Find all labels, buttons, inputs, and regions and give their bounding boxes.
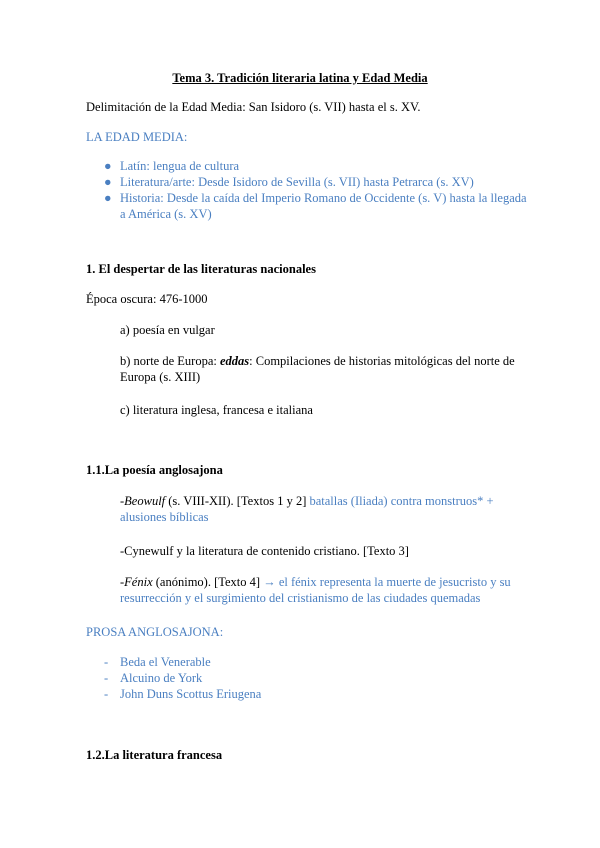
section1-heading: 1. El despertar de las literaturas nacionales — [86, 262, 316, 276]
edad-media-item: ● Latín: lengua de cultura — [104, 159, 240, 173]
beowulf-entry: -Beowulf (s. VIII-XII). [Textos 1 y 2] batallas (Iliada) contra monstruos* + alusiones bíblicas — [120, 494, 494, 524]
bullet-icon: ● — [104, 159, 112, 173]
edad-media-heading: LA EDAD MEDIA: — [86, 130, 188, 144]
fenix-entry: -Fénix (anónimo). [Texto 4] → el fénix representa la muerte de jesucristo y su resurrección y el surgimiento del cristianismo de las ciudades quemadas — [120, 575, 511, 605]
item-b: b) norte de Europa: eddas: Compilaciones de historias mitológicas del norte de Europa (s. XIII) — [120, 354, 515, 384]
delimitacion-text: Delimitación de la Edad Media: San Isidoro (s. VII) hasta el s. XV. — [86, 100, 421, 114]
section11-heading: 1.1.La poesía anglosajona — [86, 463, 223, 477]
prosa-list — [86, 654, 530, 702]
edad-media-item: ● Literatura/arte: Desde Isidoro de Sevilla (s. VII) hasta Petrarca (s. XV) — [104, 175, 474, 189]
eddas-term: eddas — [219, 354, 250, 368]
item-c: c) literatura inglesa, francesa e italiana — [120, 403, 313, 417]
dash-bullet-icon: - — [104, 671, 109, 685]
bullet-icon: ● — [104, 191, 112, 205]
item-a: a) poesía en vulgar — [120, 323, 215, 337]
dash-bullet-icon: - — [104, 687, 109, 701]
section12-heading: 1.2.La literatura francesa — [86, 748, 223, 762]
epoca-oscura-text: Época oscura: 476-1000 — [86, 292, 208, 306]
edad-media-item: ● Historia: Desde la caída del Imperio Romano de Occidente (s. V) hasta la llegada a América (s. XV) — [104, 191, 527, 221]
beowulf-note: batallas (Iliada) contra monstruos* + alusiones bíblicas — [120, 494, 494, 524]
edad-media-list — [86, 158, 530, 222]
fenix-note: → el fénix representa la muerte de jesucristo y su resurrección y el surgimiento del cristianismo de las ciudades quemadas — [120, 575, 511, 605]
page-title: Tema 3. Tradición literaria latina y Edad Media — [172, 71, 428, 85]
prosa-heading: PROSA ANGLOSAJONA: — [86, 625, 224, 639]
prosa-item: - Alcuino de York — [104, 671, 203, 685]
beowulf-title: Beowulf — [124, 494, 166, 508]
prosa-item: - John Duns Scottus Eriugena — [104, 687, 262, 701]
cynewulf-entry: -Cynewulf y la literatura de contenido cristiano. [Texto 3] — [120, 544, 409, 558]
fenix-title: Fénix — [124, 575, 153, 589]
dash-bullet-icon: - — [104, 655, 109, 669]
prosa-item: - Beda el Venerable — [104, 655, 211, 669]
bullet-icon: ● — [104, 175, 112, 189]
